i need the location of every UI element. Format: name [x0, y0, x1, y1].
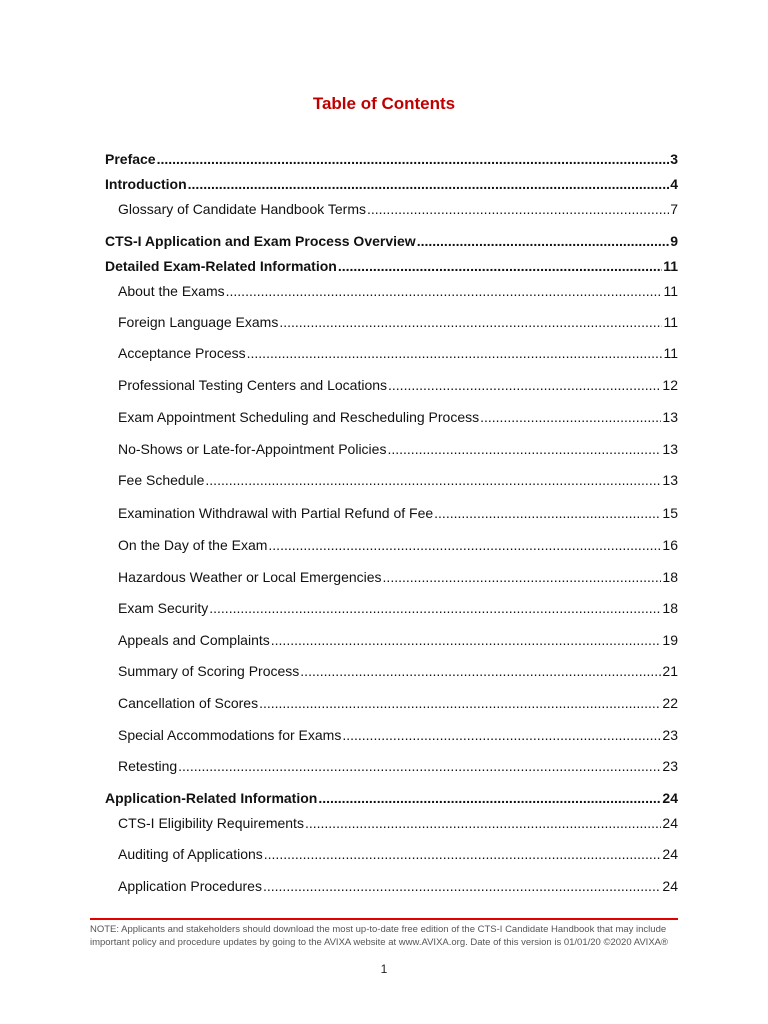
- toc-entry-title: Hazardous Weather or Local Emergencies: [118, 569, 382, 585]
- footer-note: NOTE: Applicants and stakeholders should download the most up-to-date free edition of the CTS-I Candidate Handbook that may include important policy and procedure updates by going to the AVIXA website at www.AVIXA.org. Date of this version is 01/01/20 ©2020 AVIXA®: [90, 924, 668, 948]
- toc-entry[interactable]: [118, 470, 678, 490]
- toc-entry-page: 23: [662, 727, 678, 743]
- toc-entry-page: 11: [663, 283, 678, 299]
- toc-entry-title: Preface: [105, 151, 156, 167]
- toc-dot-leader: [338, 256, 662, 276]
- toc-dot-leader: [259, 693, 661, 713]
- toc-dot-leader: [383, 567, 662, 587]
- toc-entry-title: Exam Appointment Scheduling and Rescheduling Process: [118, 409, 480, 425]
- toc-dot-leader: [271, 630, 662, 650]
- toc-dot-leader: [388, 375, 661, 395]
- toc-entry-page: 13: [662, 409, 678, 425]
- toc-entry-page: 18: [662, 569, 678, 585]
- toc-entry-title: Detailed Exam-Related Information: [105, 258, 337, 274]
- toc-entry[interactable]: [118, 725, 678, 745]
- toc-entry-page: 4: [670, 176, 678, 192]
- toc-dot-leader: [434, 503, 661, 523]
- page-number: 1: [380, 962, 388, 976]
- toc-entry-title: No-Shows or Late-for-Appointment Policies: [118, 441, 387, 457]
- toc-entry-title: Application-Related Information: [105, 790, 318, 806]
- toc-entry-title: Foreign Language Exams: [118, 314, 279, 330]
- toc-entry-title: Summary of Scoring Process: [118, 663, 300, 679]
- toc-entry-title: Exam Security: [118, 600, 209, 616]
- toc-entry-title: Application Procedures: [118, 878, 262, 894]
- toc-dot-leader: [367, 199, 669, 219]
- toc-entry[interactable]: [105, 788, 678, 808]
- toc-entry-title: Auditing of Applications: [118, 846, 263, 862]
- toc-entry[interactable]: [118, 661, 678, 681]
- toc-dot-leader: [209, 598, 661, 618]
- toc-entry-page: 13: [662, 441, 678, 457]
- toc-entry-page: 9: [670, 233, 678, 249]
- toc-entry-page: 13: [662, 472, 678, 488]
- toc-entry[interactable]: [118, 876, 678, 896]
- toc-entry[interactable]: [118, 693, 678, 713]
- toc-dot-leader: [300, 661, 661, 681]
- toc-entry-title: Appeals and Complaints: [118, 632, 270, 648]
- toc-entry[interactable]: [105, 174, 678, 194]
- toc-entry-page: 16: [662, 537, 678, 553]
- toc-entry[interactable]: [118, 630, 678, 650]
- toc-entry[interactable]: [118, 535, 678, 555]
- toc-entry[interactable]: [118, 756, 678, 776]
- toc-entry-title: Retesting: [118, 758, 178, 774]
- toc-entry-page: 15: [662, 505, 678, 521]
- toc-entry-page: 11: [663, 314, 678, 330]
- toc-entry-page: 11: [663, 345, 678, 361]
- toc-dot-leader: [263, 876, 661, 896]
- toc-dot-leader: [342, 725, 661, 745]
- toc-entry[interactable]: [105, 231, 678, 251]
- page-title: Table of Contents: [312, 94, 456, 113]
- toc-dot-leader: [178, 756, 661, 776]
- toc-entry-title: Glossary of Candidate Handbook Terms: [118, 201, 366, 217]
- toc-dot-leader: [226, 281, 663, 301]
- toc-dot-leader: [188, 174, 670, 194]
- toc-entry-page: 19: [662, 632, 678, 648]
- toc-entry-title: CTS-I Eligibility Requirements: [118, 815, 304, 831]
- footer-divider: [90, 918, 678, 920]
- toc-entry-page: 21: [662, 663, 678, 679]
- toc-entry-title: Cancellation of Scores: [118, 695, 259, 711]
- toc-entry[interactable]: [105, 149, 678, 169]
- toc-entry-title: Examination Withdrawal with Partial Refund of Fee: [118, 505, 434, 521]
- toc-dot-leader: [387, 439, 661, 459]
- toc-entry-page: 24: [662, 815, 678, 831]
- toc-dot-leader: [305, 813, 661, 833]
- toc-entry[interactable]: [118, 813, 678, 833]
- toc-entry[interactable]: [105, 256, 678, 276]
- toc-dot-leader: [157, 149, 670, 169]
- toc-entry-title: About the Exams: [118, 283, 225, 299]
- toc-entry-page: 18: [662, 600, 678, 616]
- toc-entry[interactable]: [118, 407, 678, 427]
- toc-dot-leader: [417, 231, 670, 251]
- toc-entry[interactable]: [118, 439, 678, 459]
- toc-entry[interactable]: [118, 375, 678, 395]
- toc-entry-title: On the Day of the Exam: [118, 537, 268, 553]
- toc-entry-page: 7: [670, 201, 678, 217]
- toc-entry[interactable]: [118, 567, 678, 587]
- toc-dot-leader: [264, 844, 662, 864]
- toc-dot-leader: [279, 312, 662, 332]
- toc-dot-leader: [247, 343, 663, 363]
- toc-entry-page: 22: [662, 695, 678, 711]
- toc-entry-page: 11: [663, 258, 678, 274]
- toc-entry-title: Special Accommodations for Exams: [118, 727, 342, 743]
- toc-entry-page: 12: [662, 377, 678, 393]
- toc-entry[interactable]: [118, 844, 678, 864]
- toc-entry[interactable]: [118, 312, 678, 332]
- toc-entry-page: 23: [662, 758, 678, 774]
- toc-dot-leader: [480, 407, 661, 427]
- toc-entry[interactable]: [118, 343, 678, 363]
- toc-entry-title: Introduction: [105, 176, 187, 192]
- toc-entry-page: 24: [662, 790, 678, 806]
- toc-dot-leader: [318, 788, 661, 808]
- toc-dot-leader: [205, 470, 661, 490]
- toc-entry-page: 24: [662, 846, 678, 862]
- toc-entry[interactable]: [118, 598, 678, 618]
- toc-entry-title: Acceptance Process: [118, 345, 246, 361]
- toc-entry[interactable]: [118, 503, 678, 523]
- toc-entry[interactable]: [118, 199, 678, 219]
- toc-entry-title: Professional Testing Centers and Locations: [118, 377, 388, 393]
- toc-dot-leader: [268, 535, 661, 555]
- toc-entry-page: 3: [670, 151, 678, 167]
- toc-entry-title: CTS-I Application and Exam Process Overview: [105, 233, 416, 249]
- toc-entry-title: Fee Schedule: [118, 472, 205, 488]
- toc-entry[interactable]: [118, 281, 678, 301]
- toc-entry-page: 24: [662, 878, 678, 894]
